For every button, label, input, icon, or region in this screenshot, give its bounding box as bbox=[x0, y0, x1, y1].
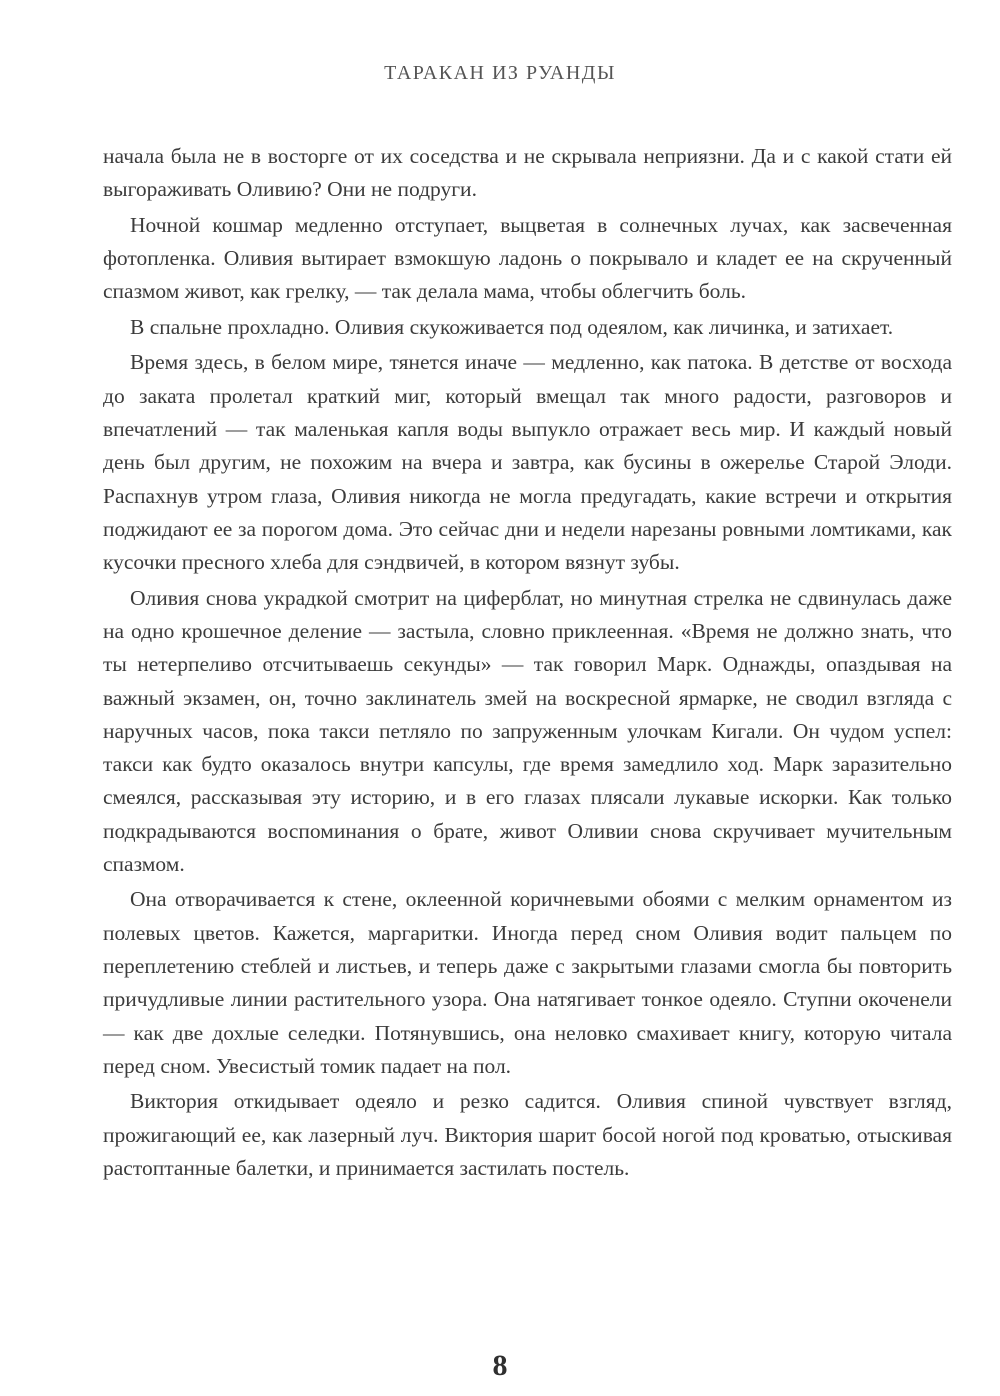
paragraph: Она отворачивается к стене, оклеенной коричневыми обоями с мелким орнаментом из полевых цветов. Кажется, маргаритки. Иногда перед сном Оливия водит пальцем по переплетению стеблей и листьев, и теперь даже с закрытыми глазами смогла бы повторить причудливые линии растительного узора. Она натягивает тонкое одеяло. Ступни окоченели — как две дохлые селедки. Потянувшись, она неловко смахивает книгу, которую читала перед сном. Увесистый томик падает на пол. bbox=[103, 887, 952, 1078]
body-text bbox=[103, 140, 952, 1188]
running-head-title: ТАРАКАН ИЗ РУАНДЫ bbox=[384, 62, 616, 84]
paragraph: Время здесь, в белом мире, тянется иначе — медленно, как патока. В детстве от восхода до заката пролетал краткий миг, который вмещал так много радости, разговоров и впечатлений — так маленькая капля воды выпукло отражает весь мир. И каждый новый день был другим, не похожим на вчера и завтра, как бусины в ожерелье Старой Элоди. Распахнув утром глаза, Оливия никогда не могла предугадать, какие встречи и открытия поджидают ее за порогом дома. Это сейчас дни и недели нарезаны ровными ломтиками, как кусочки пресного хлеба для сэндвичей, в котором вязнут зубы. bbox=[103, 350, 952, 575]
paragraph: Виктория откидывает одеяло и резко садится. Оливия спиной чувствует взгляд, прожигающий ее, как лазерный луч. Виктория шарит босой ногой под кроватью, отыскивая растоптанные балетки, и принимается застилать постель. bbox=[103, 1089, 952, 1181]
paragraph: Оливия снова украдкой смотрит на циферблат, но минутная стрелка не сдвинулась даже на одно крошечное деление — застыла, словно приклеенная. «Время не должно знать, что ты нетерпеливо отсчитываешь секунды» — так говорил Марк. Однажды, опаздывая на важный экзамен, он, точно заклинатель змей на воскресной ярмарке, не сводил взгляда с наручных часов, пока такси петляло по запруженным улочкам Кигали. Он чудом успел: такси как будто оказалось внутри капсулы, где время замедлило ход. Марк заразительно смеялся, рассказывая эту историю, и в его глазах плясали лукавые искорки. Как только подкрадываются воспоминания о брате, живот Оливии снова скручивает мучительным спазмом. bbox=[103, 585, 952, 876]
page-number: 8 bbox=[492, 1349, 508, 1382]
paragraph: начала была не в восторге от их соседства и не скрывала неприязни. Да и с какой стати ей выгораживать Оливию? Они не подруги. bbox=[103, 144, 952, 202]
paragraph: Ночной кошмар медленно отступает, выцветая в солнечных лучах, как засвеченная фотопленка. Оливия вытирает взмокшую ладонь о покрывало и кладет ее на скрученный спазмом живот, как грелку, — так делала мама, чтобы облегчить боль. bbox=[103, 212, 952, 304]
paragraph: В спальне прохладно. Оливия скукоживается под одеялом, как личинка, и затихает. bbox=[130, 314, 894, 339]
